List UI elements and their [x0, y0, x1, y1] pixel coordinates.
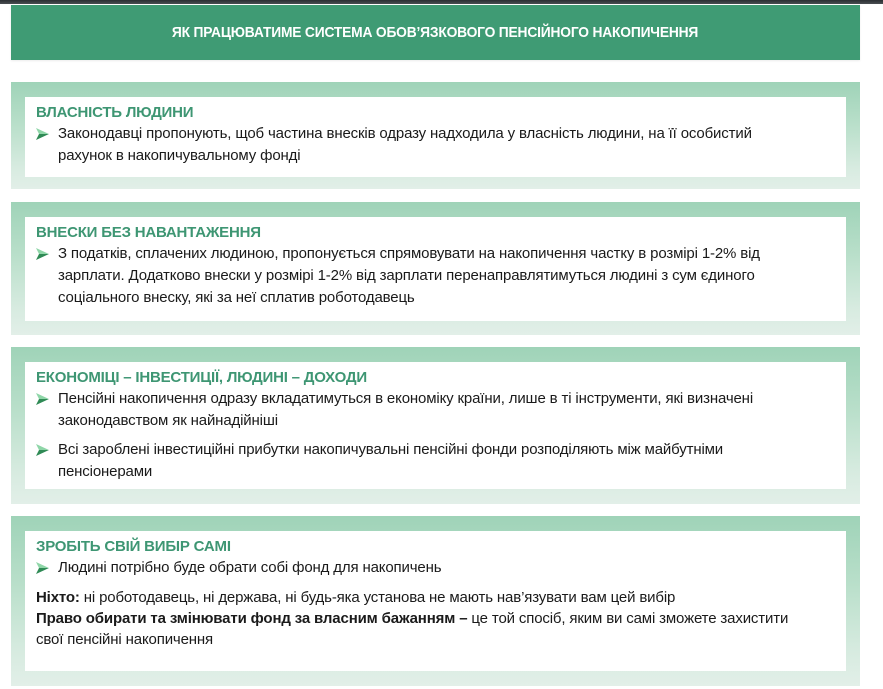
bullet-item — [36, 123, 846, 167]
note-label: Ніхто: — [36, 589, 80, 606]
note-nobody — [36, 587, 846, 608]
note-right-to-choose — [36, 608, 846, 650]
section-heading: ЗРОБІТЬ СВІЙ ВИБІР САМІ — [36, 538, 231, 555]
header-banner — [11, 5, 860, 60]
bullet-item — [36, 439, 846, 483]
section-heading: ЕКОНОМІЦІ – ІНВЕСТИЦІЇ, ЛЮДИНІ – ДОХОДИ — [36, 369, 367, 386]
bullet-text: Всі зароблені інвестиційні прибутки накопичувальні пенсійні фонди розподіляють між майбутніми пенсіонерами — [58, 441, 724, 480]
page-title: ЯК ПРАЦЮВАТИМЕ СИСТЕМА ОБОВ’ЯЗКОВОГО ПЕНСІЙНОГО НАКОПИЧЕННЯ — [172, 24, 699, 41]
note-label: Право обирати та змінювати фонд за власним бажанням – — [36, 610, 468, 627]
section-card — [25, 97, 846, 177]
section-heading: ВНЕСКИ БЕЗ НАВАНТАЖЕННЯ — [36, 224, 261, 241]
section-ownership — [11, 82, 860, 189]
bullet-item — [36, 243, 846, 309]
bullet-text: Людині потрібно буде обрати собі фонд для накопичень — [58, 559, 442, 576]
bullet-item — [36, 557, 846, 579]
note-text: ні роботодавець, ні держава, ні будь-яка установа не мають нав’язувати вам цей вибір — [79, 589, 676, 606]
window-top-strip — [0, 0, 883, 4]
section-make-choice — [11, 516, 860, 686]
arrowhead-bullet-icon — [36, 388, 49, 410]
section-contributions — [11, 202, 860, 335]
section-economy-income — [11, 347, 860, 504]
note-text: це той спосіб, яким ви самі зможете захистити свої пенсійні накопичення — [36, 610, 789, 648]
bullet-text: Пенсійні накопичення одразу вкладатимуться в економіку країни, лише в ті інструменти, які визначені законодавством як найнадійніші — [58, 390, 753, 429]
arrowhead-bullet-icon — [36, 243, 49, 265]
section-card — [25, 531, 846, 671]
arrowhead-bullet-icon — [36, 557, 49, 579]
bullet-text: Законодавці пропонують, щоб частина внесків одразу надходила у власність людини, на її особистий рахунок в накопичувальному фонді — [58, 125, 752, 164]
section-card — [25, 217, 846, 321]
section-card — [25, 362, 846, 489]
bullet-item — [36, 388, 846, 432]
section-heading: ВЛАСНІСТЬ ЛЮДИНИ — [36, 104, 194, 121]
arrowhead-bullet-icon — [36, 123, 49, 145]
bullet-text: З податків, сплачених людиною, пропонується спрямовувати на накопичення частку в розмірі 1-2% від зарплати. Додатково внески у розмірі 1-2% від зарплати перенаправлятимуться людині з сум єдиного соціального внеску, які за неї сплатив роботодавець — [58, 245, 760, 306]
arrowhead-bullet-icon — [36, 439, 49, 461]
